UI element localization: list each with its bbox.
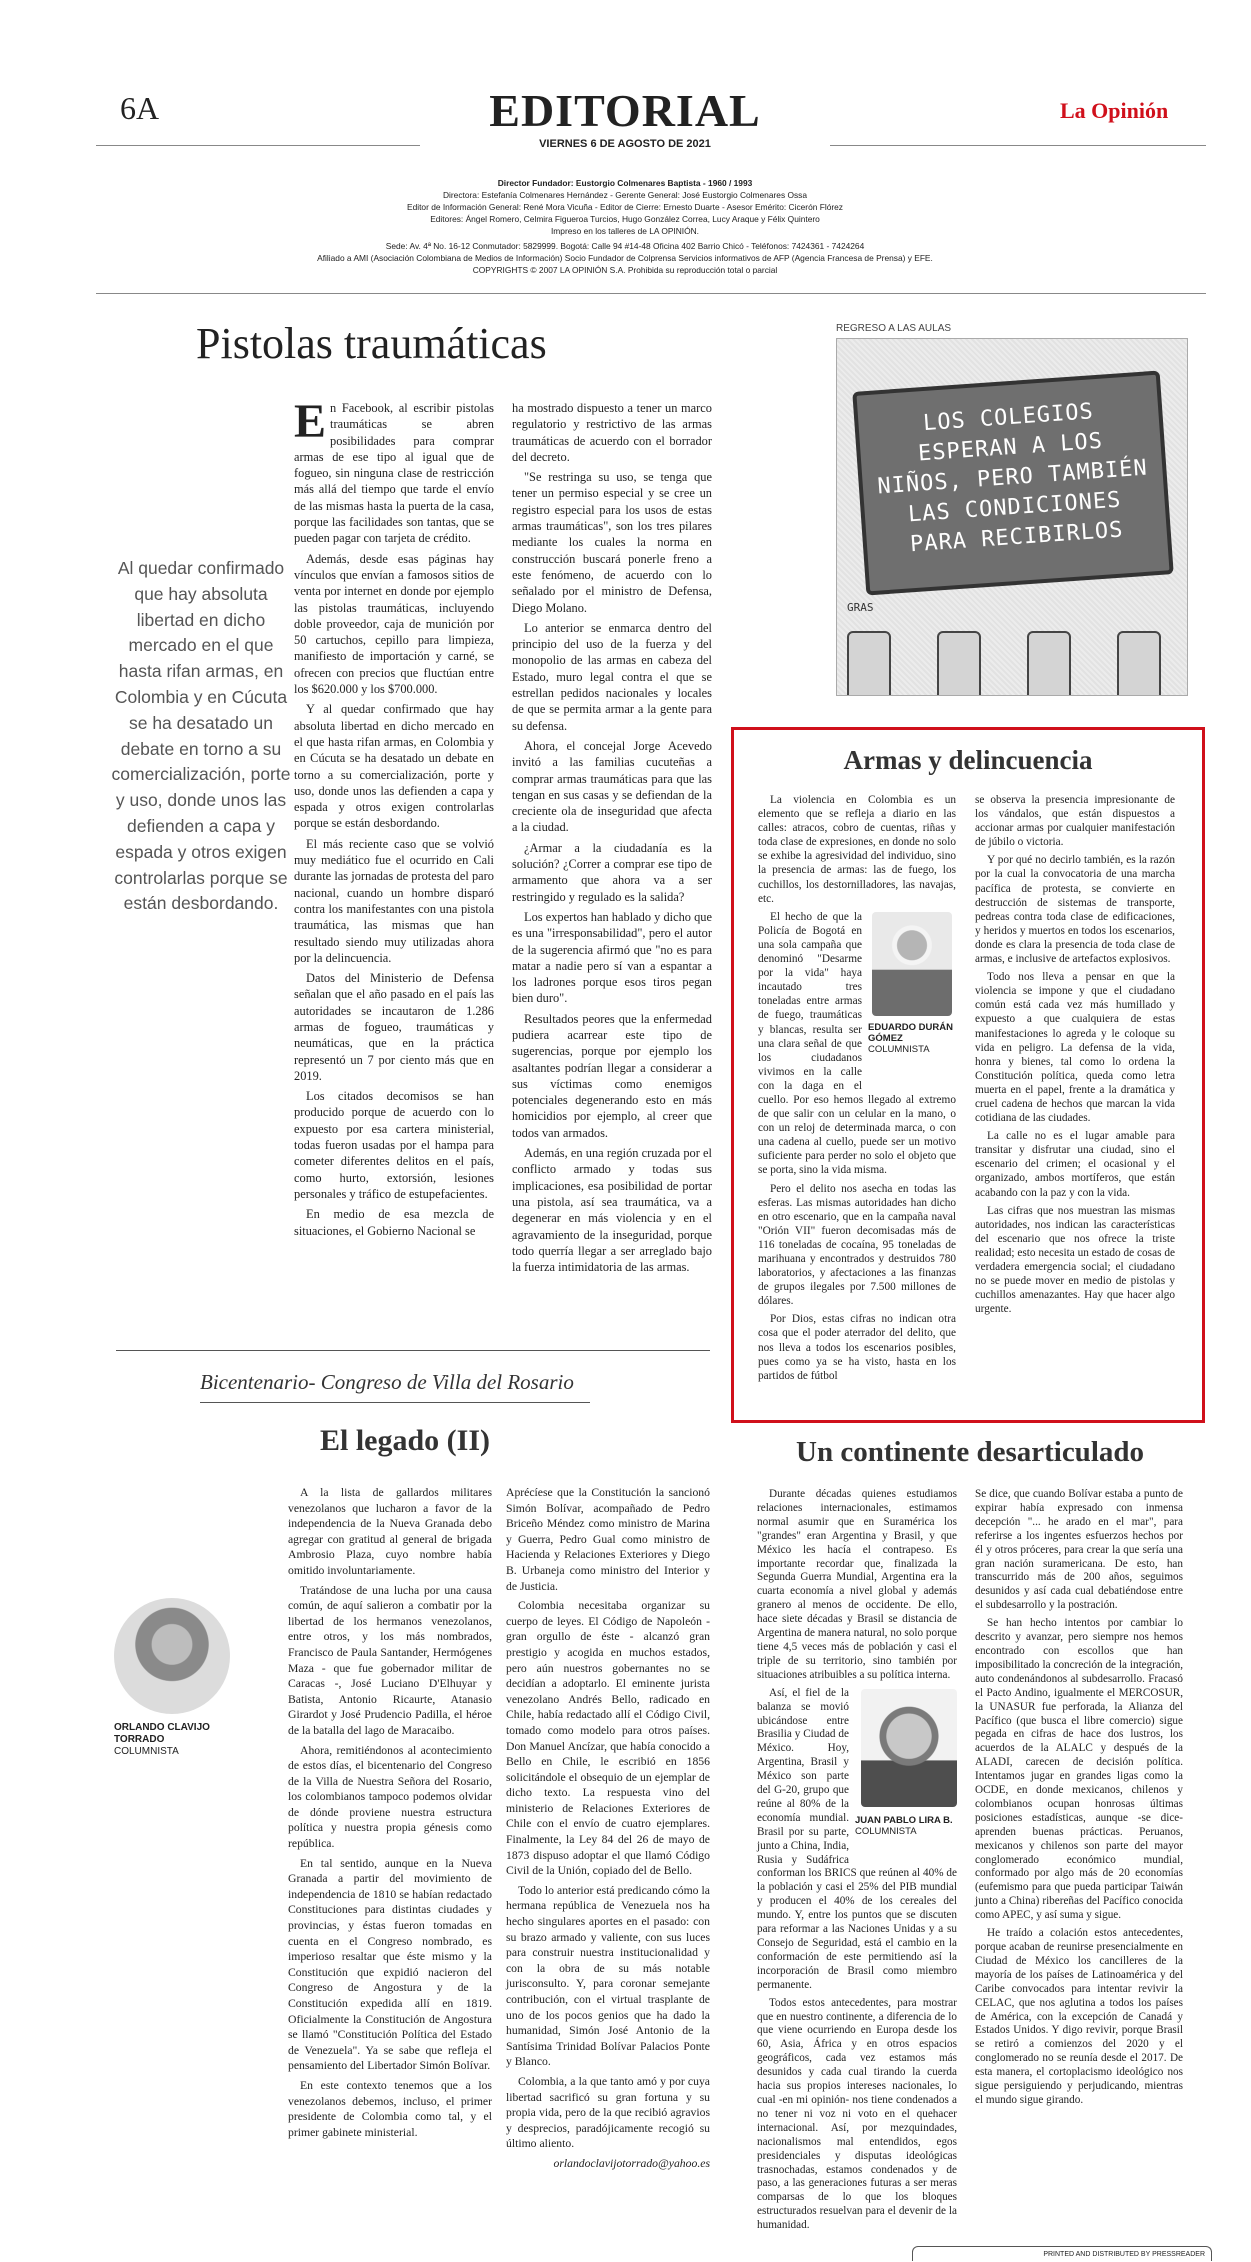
editorial-paragraph: Además, en una región cruzada por el conflicto armado y todas sus implicaciones, esa posibilidad de portar una pistola, así sea traumática, va a degenerar en más violencia y en el agravamiento de la inseguridad, porque todo querría llegar a ser arreglado bajo la fuerza intimidatoria de las armas.	[512, 1146, 712, 1275]
bicentenario-paragraph: Ahora, remitiéndonos al acontecimiento de estos días, el bicentenario del Congreso de la Villa de Nuestra Señora del Rosario, los colombianos tampoco podemos olvidar de dónde proviene nuestra estructura política y nuestra propia génesis como república.	[288, 1743, 492, 1851]
author-photo	[861, 1689, 957, 1807]
armas-col-1	[758, 793, 956, 1387]
author-role: COLUMNISTA	[868, 1043, 930, 1055]
cartoon-desk	[1117, 631, 1161, 696]
editorial-paragraph: ha mostrado dispuesto a tener un marco regulatorio y restrictivo de las armas traumáticas de acuerdo con el borrador del decreto.	[512, 401, 712, 464]
bicentenario-paragraph: Tratándose de una lucha por una causa común, de aquí salieron a combatir por la libertad de los hermanos venezolanos, entre otros, y los más nombrados, Francisco de Paula Santander, Hermógenes Maza - que fue gobernador militar de Caracas -, José Luciano D'Elhuyar y Batista, Antonio Ricaurte, Atanasio Girardot y José Prudencio Padilla, el héroe de la batalla del lago de Maracaibo.	[288, 1583, 492, 1737]
masthead-line: Editores: Ángel Romero, Celmira Figueroa Turcios, Hugo González Correa, Lucy Araque y Félix Quintero	[430, 214, 820, 224]
armas-paragraph: La violencia en Colombia es un elemento que se refleja a diario en las calles: atracos, cobro de cuentas, riñas y toda clase de expresiones, en donde no solo se exhibe la agresividad del individuo, sino la presencia de armas: las de fuego, los cuchillos, los destornilladores, las navajas, etc.	[758, 794, 956, 905]
masthead-rule	[96, 293, 1206, 294]
armas-paragraph: Por Dios, estas cifras no indican otra cosa que el poder aterrador del delito, que nos lleva a todos los escenarios posibles, pues como ya se ha visto, hasta en los partidos de fútbol	[758, 1313, 956, 1382]
editorial-paragraph: n Facebook, al escribir pistolas traumáticas se abren posibilidades para comprar armas de ese tipo al igual que de fogueo, sin ninguna clase de restricción más allá del tiempo que tarde el envío de las mismas hasta la puerta de la casa, porque las facilidades son tantas, que se pueden pagar con tarjeta de crédito.	[294, 401, 494, 546]
editorial-col-1: En Facebook, al escribir pistolas traumáticas se abren posibilidades para comprar armas de ese tipo al igual que de fogueo, sin ninguna clase de restricción más allá del tiempo que tarde el envío de las mismas hasta la puerta de la casa, porque las facilidades son tantas, que se pueden pagar con tarjeta de crédito. Además, desde esas páginas hay vínculos que envían a famosos sitios de venta por internet en donde por ejemplo las pistolas traumáticas, incluyendo doble proveedor, caja de munición por 50 cartuchos, cepillo para limpieza, manifiesto de importación y carné, se ofrecen con precios que fluctúan entre los $620.000 y los $700.000. Y al quedar confirmado que hay absoluta libertad en dicho mercado en el que hasta rifan armas, en Colombia y en Cúcuta se ha desatado un debate en torno a su comercialización, porte y uso, donde unos las defienden a capa y espada y otros exigen controlarlas porque se están desbordando. El más reciente caso que se volvió muy mediático fue el ocurrido en Cali durante las jornadas de protesta del paro nacional, cuando un hombre disparó contra los manifestantes con una pistola traumática, las mismas que han resultado siendo muy utilizadas ahora por la delincuencia. Datos del Ministerio de Defensa señalan que el año pasado en el país las autoridades se incautaron de 1.286 armas de fogueo, traumáticas y neumáticas, que en la práctica representó un 7 por ciento más que en 2019. Los citados decomisos se han producido porque de acuerdo con lo expuesto por esa cartera ministerial, todas fueron usadas por el hampa para cometer diferentes delitos en el país, como hurto, extorsión, lesiones personales y tráfico de estupefacientes. En medio de esa mezcla de situaciones, el Gobierno Nacional se	[294, 395, 494, 1238]
author-name: ORLANDO CLAVIJO TORRADO	[114, 1722, 210, 1745]
editorial-paragraph: Lo anterior se enmarca dentro del principio del uso de la fuerza y del monopolio de las armas en cabeza del Estado, muro legal contra el que se estrellan pedidos nacionales y locales de que se permita armar a la gente para su defensa.	[512, 620, 712, 733]
masthead-line: Editor de Información General: René Mora Vicuña - Editor de Cierre: Ernesto Duarte - Asesor Emérito: Cicerón Flórez	[407, 202, 843, 212]
armas-paragraph: Y por qué no decirlo también, es la razón por la cual la convocatoria de una marcha pacífica de protesta, se convierte en destrucción de sistemas de transporte, pedreas contra toda clase de edificaciones, y heridos y muertos en todos los escenarios, donde es clara la presencia de toda clase de armas, e inclusive de artefactos explosivos.	[975, 854, 1175, 966]
bicentenario-col-1	[288, 1485, 492, 2144]
masthead-line: COPYRIGHTS © 2007 LA OPINIÓN S.A. Prohibida su reproducción total o parcial	[472, 265, 778, 275]
author-photo	[114, 1598, 230, 1714]
brand-logo: La Opinión	[1060, 98, 1169, 123]
editorial-paragraph: Los expertos han hablado y dicho que es una "irresponsabilidad", pero el autor de la sugerencia afirmó que "no es para matar a nadie pero sí van a espantar a los ladrones porque esos tiros pegan bien duro".	[512, 909, 712, 1006]
pullquote: Al quedar confirmado que hay absoluta libertad en dicho mercado en el que hasta rifan armas, en Colombia y en Cúcuta se ha desatado un debate en torno a su comercialización, porte y uso, donde unos las defienden a capa y espada y otros exigen controlarlas porque se están desbordando.	[111, 558, 291, 914]
editorial-paragraph: "Se restringa su uso, se tenga que tener un permiso especial y se cree un registro especial para los usos de estas armas traumáticas", son los tres pilares mediante los cuales la norma en construcción buscará ponerle freno a este fenómeno, de acuerdo con lo señalado por el ministro de Defensa, Diego Molano.	[512, 470, 712, 615]
continente-paragraph: Se han hecho intentos por cambiar lo descrito y avanzar, pero siempre nos hemos encontrado con escollos que han imposibilitado la concreción de la integración, auto condenándonos al subdesarrollo. Fracasó el Pacto Andino, igualmente el MERCOSUR, la UNASUR fue perforada, la Alianza del Pacífico (que busca el libre comercio) sigue pegada en cifras de hace dos lustros, los acuerdos de la ALALC y después de la ALADI, carecen de decisión política. Intentamos jugar en grandes ligas como la OCDE, en donde mexicanos, chilenos y colombianos ocupan honrosas últimas posiciones estadísticas, aunque -se dice- aprenden buenas prácticas. Peruanos, mexicanos y chilenos son parte del mayor conglomerado económico mundial, conformado por algo más de 20 economías (eufemismo para que pueda participar Taiwán junto a China) ribereñas del Pacífico conocida como APEC, y así suma y sigue.	[975, 1617, 1183, 1922]
pressreader-badge[interactable]	[912, 2246, 1212, 2261]
bicentenario-paragraph: Colombia, a la que tanto amó y por cuya libertad sacrificó su gran fortuna y su propia vida, pero de la que recibió agravios y desprecios, paradójicamente recogió su último aliento.	[506, 2074, 710, 2151]
continente-paragraph: Durante décadas quienes estudiamos relaciones internacionales, estimamos normal asumir que en Suramérica los "grandes" eran Argentina y Brasil, y que México les hacía el contrapeso. Es importante recordar que, finalizada la Segunda Guerra Mundial, Argentina era la cuarta economía a nivel global y además granero al menos de occidente. De ello, hace siete décadas y Brasil se distancia de Argentina de manera natural, no solo porque tiene 4,5 veces más de población y casi el triple de su territorio, sino también por situaciones atribuibles a su política interna.	[757, 1488, 957, 1681]
editorial-title: Pistolas traumáticas	[196, 319, 547, 368]
editorial-paragraph: Además, desde esas páginas hay vínculos que envían a famosos sitios de venta por internet en donde por ejemplo las pistolas traumáticas, incluyendo doble proveedor, caja de munición por 50 cartuchos, cepillo para limpieza, manifiesto de importación y carné, se ofrecen con precios que fluctúan entre los $620.000 y los $700.000.	[294, 551, 494, 697]
editorial-paragraph: Datos del Ministerio de Defensa señalan que el año pasado en el país las autoridades se incautaron de 1.286 armas de fogueo, traumáticas y neumáticas, que en la práctica representó un 7 por ciento más que en 2019.	[294, 971, 494, 1083]
continente-col-2	[975, 1488, 1183, 2112]
issue-date: VIERNES 6 DE AGOSTO DE 2021	[420, 138, 830, 150]
cartoon-desk	[1027, 631, 1071, 696]
editorial-paragraph: El más reciente caso que se volvió muy mediático fue el ocurrido en Cali durante las jornadas de protesta del paro nacional, cuando un hombre disparó contra los manifestantes con una pistola traumática, las mismas que han resultado siendo muy utilizadas ahora por la delincuencia.	[294, 836, 494, 965]
bicentenario-kicker: Bicentenario- Congreso de Villa del Rosario	[200, 1370, 574, 1394]
pressreader-text: PRINTED AND DISTRIBUTED BY PRESSREADER	[1043, 2251, 1205, 2258]
section-rule	[200, 1402, 590, 1403]
editorial-paragraph: En medio de esa mezcla de situaciones, el Gobierno Nacional se	[294, 1207, 494, 1238]
armas-title: Armas y delincuencia	[843, 745, 1093, 775]
author-photo	[872, 912, 952, 1016]
armas-author-block	[868, 912, 956, 1084]
editorial-paragraph: Los citados decomisos se han producido porque de acuerdo con lo expuesto por esa cartera ministerial, todas fueron usadas por el hampa para cometer diferentes delitos en el país, como hurto, extorsión, lesiones personales y tráfico de estupefacientes.	[294, 1089, 494, 1201]
author-email[interactable]: orlandoclavijotorrado@yahoo.es	[553, 2156, 710, 2170]
cartoon-desk	[937, 631, 981, 696]
cartoon-blackboard	[852, 371, 1173, 596]
masthead-line: Director Fundador: Eustorgio Colmenares Baptista - 1960 / 1993	[497, 178, 753, 188]
armas-paragraph: Las cifras que nos muestran las mismas autoridades, nos indican las características del escenario que nos ofrece la triste realidad; esto necesita un estado de cosas de verdadera emergencia social; el ciudadano no se puede mover en medio de pistolas y cuchillos amenazantes. Hay que hacer algo urgente.	[975, 1204, 1175, 1316]
editorial-paragraph: Ahora, el concejal Jorge Acevedo invitó a las familias cucuteñas a comprar armas traumáticas para que las tengan en sus casas y se defiendan de la creciente ola de inseguridad que afecta a la ciudad.	[512, 738, 712, 835]
cartoon-desk	[847, 631, 891, 696]
page-number: 6A	[120, 90, 160, 126]
bicentenario-paragraph: Colombia necesitaba organizar su cuerpo de leyes. El Código de Napoleón - gran orgullo de éste - alcanzó gran prestigio y acogida en muchos estados, pero aún nuestros gobernantes no se decidían a adoptarlo. El eminente jurista venezolano Andrés Bello, radicado en Chile, había redactado allí el Código Civil, tomado como modelo para otros países. Don Manuel Ancízar, que había conocido a Bello en Chile, le escribió en 1856 solicitándole el obsequio de un ejemplar de dicho texto. La respuesta vino del ministerio de Relaciones Exteriores de Chile con el envío de cuatro ejemplares. Finalmente, la Ley 84 del 26 de mayo de 1873 dispuso adoptar el que llamó Código Civil de la Unión, copiado del de Bello.	[506, 1599, 710, 1878]
author-name: JUAN PABLO LIRA B.	[855, 1814, 953, 1826]
bicentenario-paragraph: En este contexto tenemos que a los venezolanos debemos, incluso, el primer presidente de Colombia como tal, y el primer gabinete ministerial.	[288, 2078, 492, 2139]
continente-paragraph: Así, el fiel de la balanza se movió ubicándose entre Brasilia y Ciudad de México. Hoy, Argentina, Brasil y México son parte del G-20, grupo que reúne al 80% de la economía mundial. Brasil por su parte, junto a China, India, Rusia y Sudáfrica conforman los BRICS que reúnen al 40% de la población y casi el 25% del PIB mundial y producen el 40% de los cereales del mundo. Y, entre los puntos que se discuten para reformar a las Naciones Unidas y a su Consejo de Seguridad, está el cambio en la conformación de este permitiendo así la incorporación de Brasil como miembro permanente.	[757, 1686, 957, 1991]
cartoon-caption: REGRESO A LAS AULAS	[836, 323, 952, 334]
armas-paragraph: se observa la presencia impresionante de los vándalos, que están dispuestos a accionar armas por cualquier manifestación de júbilo o victoria.	[975, 794, 1175, 849]
editorial-paragraph: Y al quedar confirmado que hay absoluta libertad en dicho mercado en el que hasta rifan armas, en Colombia y en Cúcuta se ha desatado un debate en torno a su comercialización, porte y uso, donde unos las defienden a capa y espada y otros exigen controlarlas porque se están desbordando.	[294, 702, 494, 831]
bicentenario-paragraph: A la lista de gallardos militares venezolanos que lucharon a favor de la independencia de la Nueva Granada debo agregar con gratitud al general de brigada Ambrosio Plaza, cuyo nombre había omitido involuntariamente.	[288, 1486, 492, 1577]
editorial-col-2	[512, 400, 712, 1279]
masthead-line: Impreso en los talleres de LA OPINIÓN.	[550, 226, 700, 236]
author-role: COLUMNISTA	[114, 1746, 179, 1757]
bicentenario-title: El legado (II)	[319, 1424, 490, 1457]
continente-paragraph: Se dice, que cuando Bolívar estaba a punto de expirar había expresado con inmensa decepción "... he arado en el mar", para referirse a los ingentes esfuerzos hechos por él y otros próceres, para crear la que sería una gran nación suramericana. De esto, han transcurrido más de 200 años, seguimos desunidos y así cada cual debatiéndose entre el subdesarrollo y la postración.	[975, 1488, 1183, 1612]
editorial-paragraph: ¿Armar a la ciudadanía es la solución? ¿Correr a comprar ese tipo de armamento que ahora va a ser restringido y regulado es la salida?	[512, 840, 712, 904]
author-role: COLUMNISTA	[855, 1825, 917, 1837]
bicentenario-paragraph: Todo lo anterior está predicando cómo la hermana república de Venezuela nos ha hecho singulares aportes en el pasado: con su brazo armado y valiente, con sus luces para construir nuestra institucionalidad y con la obra de su más notable jurisconsulto. Y, para coronar semejante contribución, con el virtual trasplante de uno de los pocos genios que ha dado la humanidad, Simón José Antonio de la Santísima Trinidad Bolívar Palacios Ponte y Blanco.	[506, 1883, 710, 2069]
author-name: EDUARDO DURÁN GÓMEZ	[868, 1021, 953, 1044]
cartoon-signature: GRAS	[847, 601, 874, 614]
cartoon	[836, 338, 1188, 696]
section-title: EDITORIAL	[489, 85, 761, 136]
continente-col-1	[757, 1488, 957, 2237]
armas-paragraph: El hecho de que la Policía de Bogotá en una sola campaña que denominó "Desarme por la vida" haya incautado tres toneladas entre armas de fuego, traumáticas y blancas, resulta ser una clara señal de que los ciudadanos vivimos en la calle con la daga en el cuello. Por eso hemos llegado al extremo de que salir con un celular en la mano, o con un reloj de determinada marca, o con una cadena al cuello, puede ser un motivo suficiente para perder no solo el objeto que se porta, sino la vida misma.	[758, 910, 956, 1177]
continente-title: Un continente desarticulado	[796, 1436, 1144, 1468]
armas-paragraph: La calle no es el lugar amable para transitar y disfrutar una ciudad, sino el escenario del crimen; el ocasional y el organizado, ambos mortíferos, que están acabando con la paz y con la vida.	[975, 1130, 1175, 1199]
continente-author-block	[855, 1689, 957, 1861]
masthead-line: Directora: Estefanía Colmenares Hernández - Gerente General: José Eustorgio Colmenares Ossa	[442, 190, 808, 200]
bicentenario-paragraph: Aprécíese que la Constitución la sancionó Simón Bolívar, acompañado de Pedro Briceño Méndez como ministro de Marina y Guerra, Pedro Gual como ministro de Hacienda y Relaciones Exteriores y Diego B. Urbaneja como ministro del Interior y de Justicia.	[506, 1486, 710, 1593]
armas-paragraph: Pero el delito nos asecha en todas las esferas. Las mismas autoridades han dicho en otro escenario, que en la campaña naval "Orión VII" fueron decomisadas más de 116 toneladas de cocaína, 95 toneladas de marihuana y encontrados y destruidos 780 laboratorios, y afectaciones a las finanzas de grupos ilegales por 7.500 millones de dólares.	[758, 1182, 956, 1308]
continente-paragraph: He traído a colación estos antecedentes, porque acaban de reunirse presencialmente en Ciudad de México los cancilleres de la mayoría de los países de Latinoamérica y del Caribe convocados para intentar revivir la CELAC, que nos aglutina a todos los países de América, con la excepción de Canadá y Estados Unidos. Y digo revivir, porque Brasil se retiró a comienzos del 2020 y el conglomerado no se reunía desde el 2017. De esta manera, el cortoplacismo ideológico nos sigue persiguiendo y perjudicando, mientras el mundo sigue girando.	[975, 1927, 1183, 2106]
section-rule	[116, 1350, 710, 1351]
editorial-paragraph: Resultados peores que la enfermedad pudiera acarrear este tipo de sugerencias, porque por ejemplo los asaltantes podrían llegar a considerar a sus víctimas como enemigos potenciales degenerando esto en más homicidios por ejemplo, al creer que todos van armados.	[512, 1011, 712, 1140]
armas-paragraph: Todo nos lleva a pensar en que la violencia se impone y que el ciudadano común está cada vez más humillado y expuesto a que cualquiera de estas manifestaciones lo agreda y le coloque su vida en peligro. La defensa de la vida, honra y bienes, tal como lo ordena la Constitución política, queda como letra muerta en el papel, frente a la dramática y cruel cadena de hechos que marcan la vida cotidiana de las ciudades.	[975, 971, 1175, 1125]
bicentenario-paragraph: En tal sentido, aunque en la Nueva Granada a partir del movimiento de independencia de 1810 se habían redactado Constituciones para distintas ciudades y provincias, y éstas fueron tomadas en cuenta en el Congreso nombrado, es imperioso resaltar que éste mismo y la Constitución que expidió nacieron del Congreso de Angostura y de la Constitución expedida allí en 1819. Oficialmente la Constitución de Angostura se llamó "Constitución Política del Estado de Venezuela". Ya se sabe que refleja el pensamiento del Libertador Simón Bolívar.	[288, 1856, 492, 2073]
bicentenario-author-block	[114, 1598, 232, 1758]
armas-col-2	[975, 793, 1175, 1320]
bicentenario-col-2	[506, 1485, 710, 2176]
masthead-line: Sede: Av. 4ª No. 16-12 Conmutador: 5829999. Bogotá: Calle 94 #14-48 Oficina 402 Barrio Chicó - Teléfonos: 7424361 - 7424264	[385, 241, 865, 251]
cartoon-board-text: LOS COLEGIOS ESPERAN A LOS NIÑOS, PERO TAMBIÉN LAS CONDICIONES PARA RECIBIRLOS	[876, 399, 1149, 558]
continente-paragraph: Todos estos antecedentes, para mostrar que en nuestro continente, a diferencia de lo que viene ocurriendo en Europa desde los 60, Asia, África y en otros espacios geográficos, cada vez estamos más desunidos y cada cual tirando la cuerda hacia sus propios intereses nacionales, lo cual -en mi opinión- nos tiene condenados a no tener ni voz ni voto en el quehacer internacional. Así, por mezquindades, nacionalismos mal entendidos, egos presidenciales y disputas ideológicas trasnochadas, estamos condenados y de paso, a las generaciones futuras a ser meras comparsas de lo que los bloques estructurados resuelvan para el devenir de la humanidad.	[757, 1996, 957, 2232]
masthead-line: Afiliado a AMI (Asociación Colombiana de Medios de Información) Socio Fundador de Colprensa Servicios informativos de AFP (Agencia Francesa de Prensa) y EFE.	[317, 253, 933, 263]
